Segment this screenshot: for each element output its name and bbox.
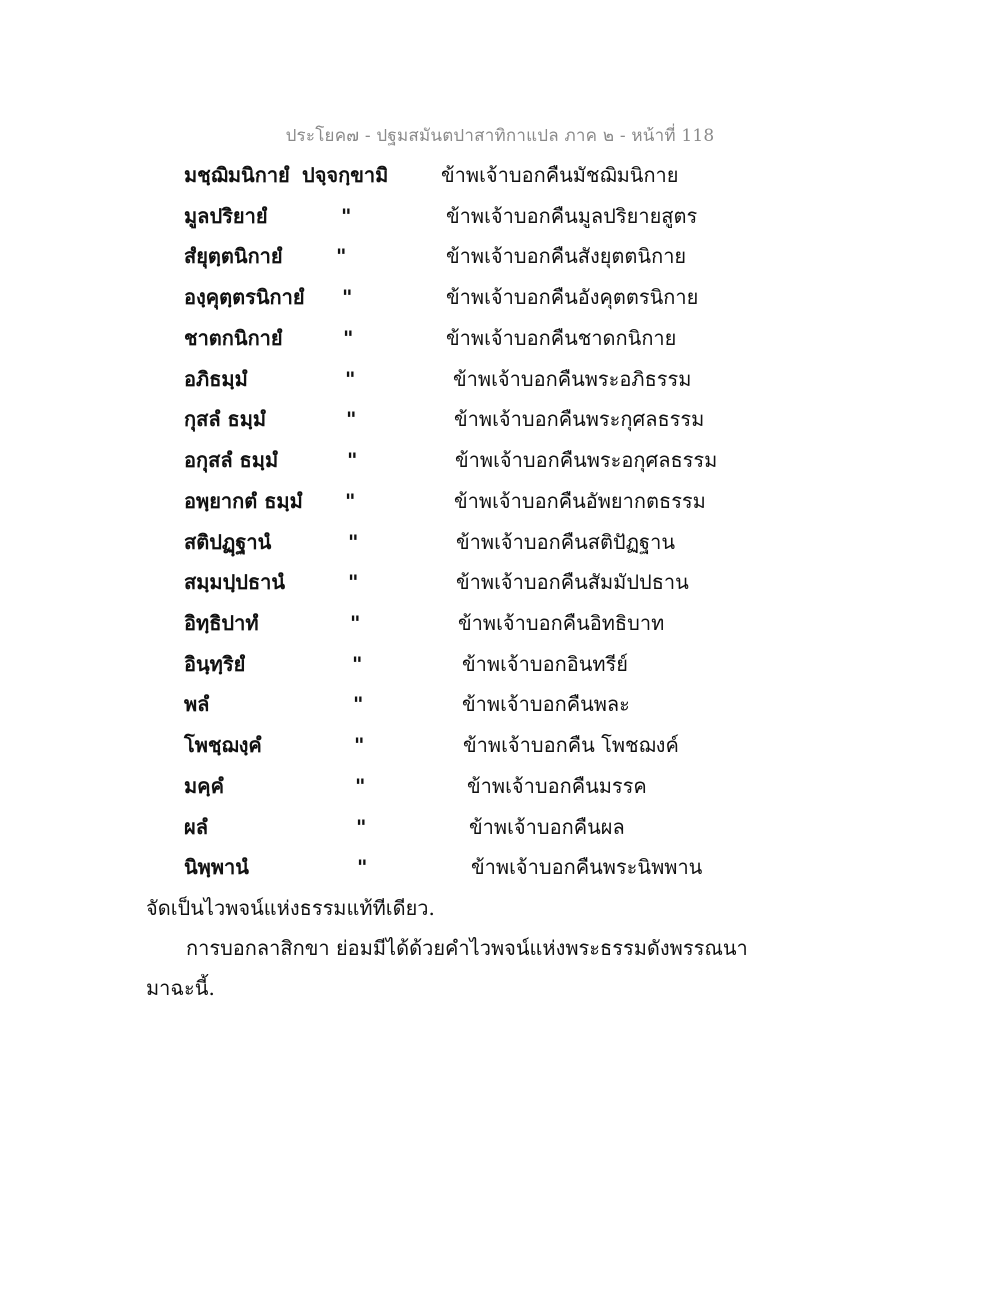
ditto-mark: " (357, 855, 368, 879)
ditto-mark: " (346, 407, 357, 431)
list-item (0, 605, 1000, 641)
thai-translation: ข้าพเจ้าบอกคืนพระกุศลธรรม (454, 407, 705, 431)
thai-translation: ข้าพเจ้าบอกคืนมรรค (467, 774, 647, 798)
thai-translation: ข้าพเจ้าบอกคืนมัชฌิมนิกาย (441, 163, 679, 187)
page-header: ประโยค๗ - ปฐมสมันตปาสาทิกาแปล ภาค ๒ - หน้าที่ 118 (285, 126, 715, 146)
ditto-mark: " (352, 652, 363, 676)
ditto-mark: " (356, 815, 367, 839)
pali-term: สติปฏฺฐานํ (184, 530, 272, 554)
ditto-mark: " (342, 285, 353, 309)
pali-term: อพฺยากตํ ธมฺมํ (184, 489, 303, 513)
list-item (0, 809, 1000, 845)
thai-translation: ข้าพเจ้าบอกอินทรีย์ (462, 652, 629, 676)
pali-term: โพชฺฌงฺคํ (184, 733, 262, 757)
pali-term: ผลํ (184, 815, 208, 839)
verb-or-ditto: ปจฺจกฺขามิ (302, 163, 389, 187)
list-item (0, 564, 1000, 600)
list-item (0, 686, 1000, 722)
list-item (0, 849, 1000, 885)
thai-translation: ข้าพเจ้าบอกคืนพระนิพพาน (471, 855, 703, 879)
ditto-mark: " (354, 733, 365, 757)
ditto-mark: " (353, 692, 364, 716)
pali-term: อภิธมฺมํ (184, 367, 248, 391)
thai-translation: ข้าพเจ้าบอกคืนมูลปริยายสูตร (446, 204, 698, 228)
ditto-mark: " (341, 204, 352, 228)
thai-translation: ข้าพเจ้าบอกคืนสติปัฏฐาน (456, 530, 675, 554)
list-item (0, 238, 1000, 274)
pali-term: อกุสลํ ธมฺมํ (184, 448, 279, 472)
list-item (0, 524, 1000, 560)
thai-translation: ข้าพเจ้าบอกคืนชาดกนิกาย (446, 326, 677, 350)
thai-translation: ข้าพเจ้าบอกคืนผล (469, 815, 625, 839)
list-item (0, 361, 1000, 397)
ditto-mark: " (345, 489, 356, 513)
ditto-mark: " (347, 448, 358, 472)
pali-term: มชฺฌิมนิกายํ (184, 163, 290, 187)
pali-term: มคฺคํ (184, 774, 224, 798)
thai-translation: ข้าพเจ้าบอกคืน โพชฌงค์ (463, 733, 679, 757)
list-item (0, 401, 1000, 437)
pali-term: อินฺทฺริยํ (184, 652, 246, 676)
thai-translation: ข้าพเจ้าบอกคืนสังยุตตนิกาย (446, 244, 687, 268)
pali-term: มูลปริยายํ (184, 204, 268, 228)
pali-term: นิพฺพานํ (184, 855, 249, 879)
ditto-mark: " (350, 611, 361, 635)
list-item (0, 483, 1000, 519)
pali-term: กุสลํ ธมฺมํ (184, 407, 267, 431)
thai-translation: ข้าพเจ้าบอกคืนอัพยากตธรรม (454, 489, 706, 513)
ditto-mark: " (343, 326, 354, 350)
list-item (0, 157, 1000, 193)
ditto-mark: " (355, 774, 366, 798)
thai-translation: ข้าพเจ้าบอกคืนสัมมัปปธาน (456, 570, 689, 594)
list-item (0, 320, 1000, 356)
paragraph-line-2: มาฉะนี้. (146, 976, 215, 1000)
thai-translation: ข้าพเจ้าบอกคืนพระอกุศลธรรม (455, 448, 718, 472)
pali-term: ชาตกนิกายํ (184, 326, 283, 350)
ditto-mark: " (345, 367, 356, 391)
ditto-mark: " (348, 570, 359, 594)
pali-term: สมฺมปฺปธานํ (184, 570, 286, 594)
pali-term: สํยุตฺตนิกายํ (184, 244, 283, 268)
thai-translation: ข้าพเจ้าบอกคืนพระอภิธรรม (453, 367, 692, 391)
list-item (0, 727, 1000, 763)
thai-translation: ข้าพเจ้าบอกคืนพละ (462, 692, 630, 716)
ditto-mark: " (348, 530, 359, 554)
list-item (0, 442, 1000, 478)
pali-term: อิทฺธิปาทํ (184, 611, 259, 635)
list-item (0, 198, 1000, 234)
list-item (0, 646, 1000, 682)
pali-term: พลํ (184, 692, 210, 716)
thai-translation: ข้าพเจ้าบอกคืนอิทธิบาท (458, 611, 665, 635)
list-item (0, 768, 1000, 804)
thai-translation: ข้าพเจ้าบอกคืนอังคุตตรนิกาย (446, 285, 699, 309)
closing-line: จัดเป็นไวพจน์แห่งธรรมแท้ทีเดียว. (146, 896, 435, 920)
list-item (0, 279, 1000, 315)
ditto-mark: " (336, 244, 347, 268)
paragraph-line-1: การบอกลาสิกขา ย่อมมีได้ด้วยคำไวพจน์แห่งพระธรรมดังพรรณนา (186, 936, 748, 960)
pali-term: องฺคุตฺตรนิกายํ (184, 285, 305, 309)
